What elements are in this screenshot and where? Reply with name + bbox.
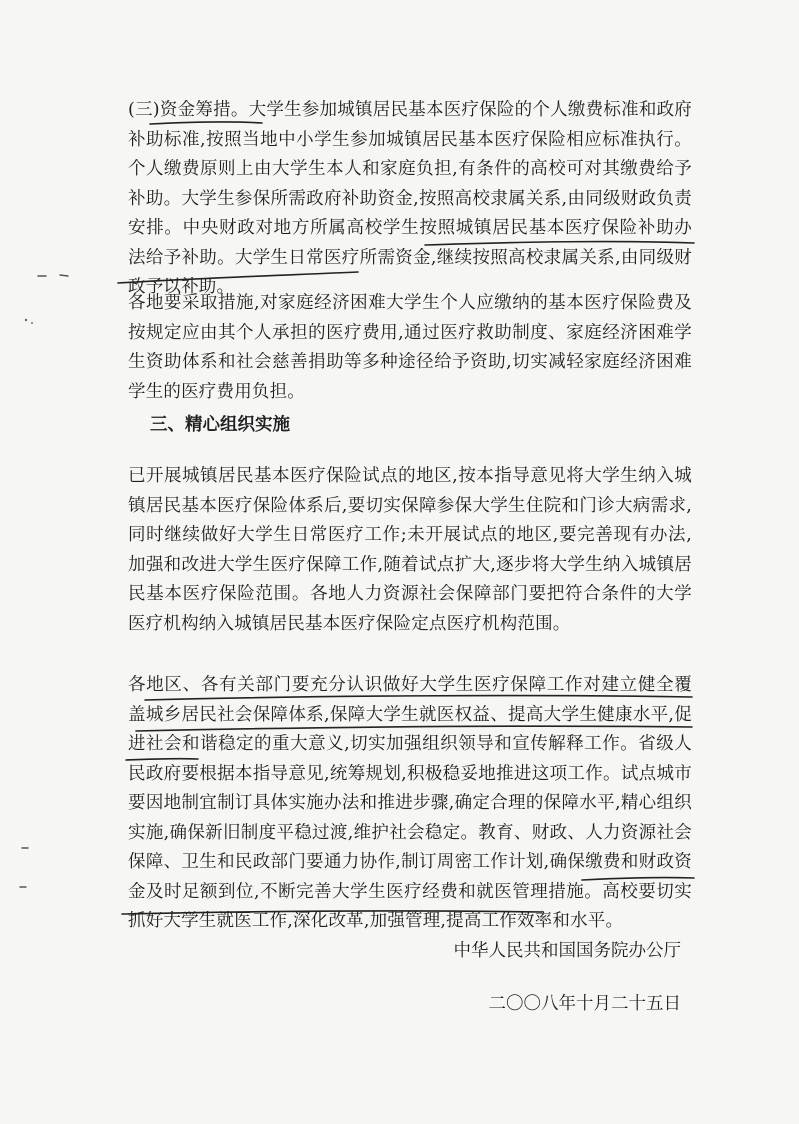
funding-lead: (三)资金筹措。	[128, 100, 249, 120]
scan-dot	[25, 319, 27, 321]
paragraph-pilot: 已开展城镇居民基本医疗保险试点的地区,按本指导意见将大学生纳入城镇居民基本医疗保险体系后,要切实保障参保大学生住院和门诊大病需求,同时继续做好大学生日常医疗工作;未开展试点的地区,要完善现有办法,加强和改进大学生医疗保障工作,随着试点扩大,逐步将大学生纳入城镇居民基本医疗保险范围。各地人力资源社会保障部门要把符合条件的大学医疗机构纳入城镇居民基本医疗保险定点医疗机构范围。	[128, 466, 692, 634]
paragraph-funding	[128, 96, 692, 303]
issuer-signature: 中华人民共和国国务院办公厅	[453, 941, 681, 961]
final-body: 切实加强组织领导和宣传解释工作。省级人民政府要根据本指导意见,统筹规划,积极稳妥地推进这项工作。试点城市要因地制宜制订具体实施办法和推进步骤,确定合理的保障水平,精心组织实施,确保新旧制度平稳过渡,维护社会稳定。教育、财政、人力资源社会保障、卫生和民政部门要通力协作,制订周密工作计划,确保缴费和财政资金及时足额到位,不断完善大学生医疗经费和就医管理措施。	[128, 734, 692, 902]
scan-dot	[31, 322, 33, 324]
section-heading-implementation: 三、精心组织实施	[150, 415, 290, 435]
funding-tail: 大学生日常医疗所需资金,继续按照高校隶属关系,由同级财政予以补助。	[128, 247, 692, 297]
issue-date: 二〇〇八年十月二十五日	[488, 994, 681, 1014]
final-head: 各地区、各有关部门要充分认识做好大学生医疗保障工作对建立健全覆盖城乡居民社会保障体系,保障大学生就医权益、提高大学生健康水平,促进社会和谐稳定的重大意义,	[128, 675, 692, 754]
scan-speck	[60, 275, 68, 276]
final-tail: 高校要切实抓好大学生就医工作,深化改革,加强管理,提高工作效率和水平。	[128, 881, 692, 931]
paragraph-final	[128, 671, 692, 937]
paragraph-assistance: 各地要采取措施,对家庭经济困难大学生个人应缴纳的基本医疗保险费及按规定应由其个人承担的医疗费用,通过医疗救助制度、家庭经济困难学生资助体系和社会慈善捐助等多种途径给予资助,切实减轻家庭经济困难学生的医疗费用负担。	[128, 293, 692, 402]
funding-body: 大学生参加城镇居民基本医疗保险的个人缴费标准和政府补助标准,按照当地中小学生参加城镇居民基本医疗保险相应标准执行。个人缴费原则上由大学生本人和家庭负担,有条件的高校可对其缴费给予补助。大学生参保所需政府补助资金,按照高校隶属关系,由同级财政负责安排。中央财政对地方所属高校学生按照城镇居民基本医疗保险补助办法给予补助。	[128, 100, 693, 268]
